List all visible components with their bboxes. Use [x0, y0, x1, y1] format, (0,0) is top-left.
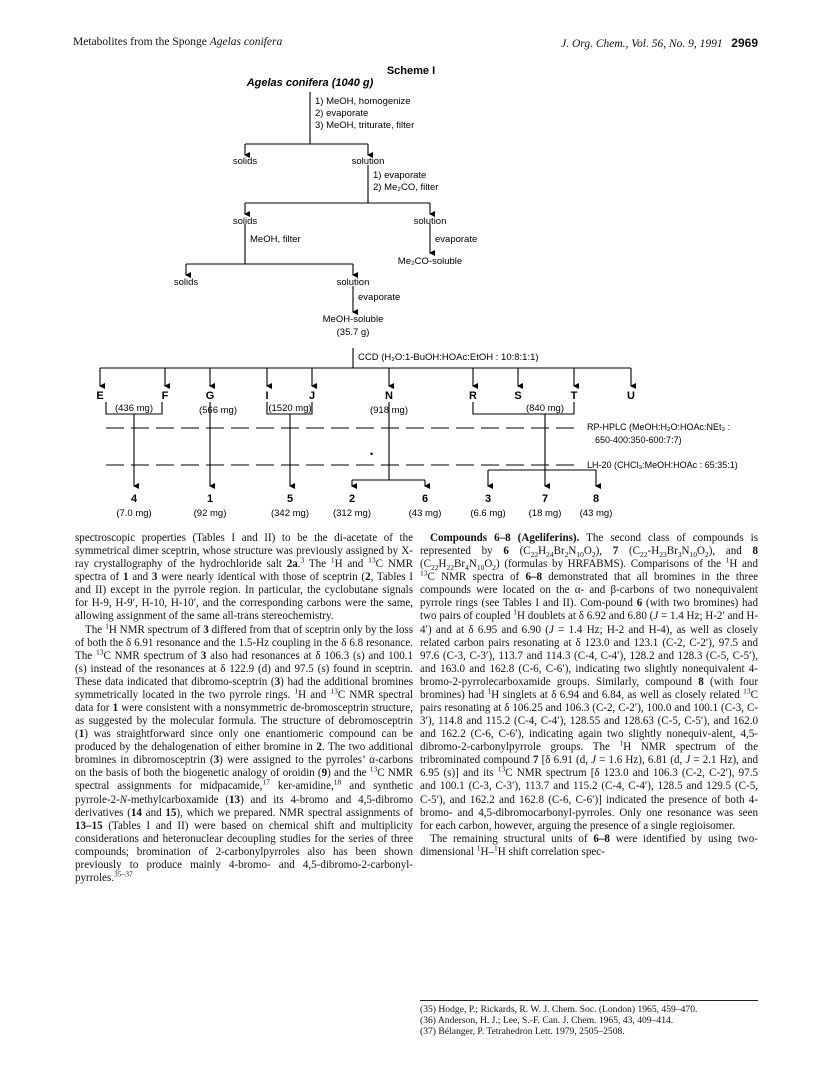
scheme-label: solution: [351, 156, 385, 167]
scheme-label: 2) evaporate: [315, 108, 369, 119]
scheme-label: (6.6 mg): [470, 508, 506, 519]
scheme-label: (43 mg): [579, 508, 613, 519]
scheme-label: RP-HPLC (MeOH:H₂O:HOAc:NEt₃ :: [587, 422, 731, 432]
footnote-36: (36) Anderson, H. J.; Lee, S.-F. Can. J. Chem. 1965, 43, 409–414.: [420, 1015, 674, 1026]
scheme-label: solution: [413, 216, 447, 227]
page-number: 2969: [731, 36, 758, 50]
scheme-label: N: [385, 390, 393, 402]
scheme-label: 5: [286, 493, 294, 505]
scheme-label: 4: [130, 493, 138, 505]
scheme-label: 7: [541, 493, 549, 505]
scheme-label: (35.7 g): [336, 327, 370, 338]
scheme-label: S: [514, 390, 522, 402]
scheme-label: (436 mg): [114, 403, 154, 414]
body-column-right: [420, 532, 758, 859]
scheme-label: 6: [421, 493, 429, 505]
paragraph: The $^1$H NMR spectrum of 3 differed from that of sceptrin only by the loss of both the δ 6.91 resonance and the 1.5-Hz coupling in the δ 6.8 resonance. The $^{13}$C NMR spectrum of 3 also had resonances at δ 106.3 (s) and 100.1 (s) instead of the resonances at δ 122.9 (d) and 97.5 (s) found in sceptrin. These data indicated that dibromo-sceptrin (3) had the additional bromines symmetrically located in the two pyrrole rings. $^1$H and $^{13}$C NMR spectral data for 1 were consistent with a nonsymmetric de-bromosceptrin structure, as suggested by the molecular formula. The structure of debromosceptrin (1) was straightforward since only one enantiomeric compound can be produced by the dehalogenation of either bromine in 2. The two additional bromines in dibromosceptrin (3) were assigned to the pyrroles’ α-carbons on the basis of both the biogenetic analogy of oroidin (9) and the $^{13}$C NMR spectral assignments for midpacamide,$^{17}$ ker-amidine,$^{18}$ and synthetic pyrrole-2-N-methylcarboxamide (13) and its 4-bromo and 4,5-dibromo derivatives (14 and 15), which we prepared. NMR spectral assignments of 13–15 (Tables I and II) were based on chemical shift and multiplicity considerations and heteronuclear decoupling studies for the series of three compounds; bromination of 2-carbonylpyrroles also has been shown previously to produce mainly 4-bromo- and 4,5-dibromo-2-carbonyl-pyrroles.$^{35-37}$: [75, 620, 414, 885]
paragraph: The remaining structural units of 6–8 were identified by using two-dimensional $^1$H–$^1$H shift correlation spec-: [420, 832, 758, 858]
footnote-rule: [420, 1000, 758, 1001]
scheme-label: 1) MeOH, homogenize: [315, 96, 411, 107]
running-header-right: J. Org. Chem., Vol. 56, No. 9, 1991 2969: [561, 36, 758, 50]
scheme-label: LH-20 (CHCl₃:MeOH:HOAc : 65:35:1): [587, 460, 738, 470]
scheme-label: 1: [206, 493, 214, 505]
scheme-label: 3) MeOH, triturate, filter: [315, 120, 415, 131]
scheme-label: (918 mg): [369, 405, 409, 416]
scheme-label: solids: [232, 216, 258, 227]
scheme-label: J: [308, 390, 316, 402]
scheme-label: F: [161, 390, 169, 402]
scheme-label: 2: [348, 493, 356, 505]
scheme-title: Scheme I: [386, 65, 436, 77]
scheme-source: Agelas conifera (1040 g): [246, 77, 374, 89]
scheme-label: MeOH-soluble: [322, 314, 384, 325]
scheme-label: (43 mg): [408, 508, 442, 519]
scheme-label: I: [265, 390, 269, 402]
scheme-label: (1520 mg): [268, 403, 312, 414]
scheme-label: 650-400:350-600:7:7): [595, 435, 682, 445]
footnote-35: (35) Hodge, P.; Rickards, R. W. J. Chem. Soc. (London) 1965, 459–470.: [420, 1004, 698, 1015]
scheme-label: evaporate: [435, 234, 478, 245]
scheme-label: 2) Me₂CO, filter: [373, 182, 439, 193]
scheme-label: evaporate: [358, 292, 401, 303]
footnote-37: (37) Bélanger, P. Tetrahedron Lett. 1979, 2505–2508.: [420, 1026, 625, 1037]
scheme-label: (92 mg): [193, 508, 227, 519]
scheme-label: R: [469, 390, 477, 402]
scheme-label: (342 mg): [270, 508, 310, 519]
scheme-label: CCD (H₂O:1-BuOH:HOAc:EtOH : 10:8:1:1): [358, 352, 539, 363]
scheme-label: E: [96, 390, 104, 402]
scheme-label: (840 mg): [525, 403, 565, 414]
scheme-label: MeOH, filter: [250, 234, 301, 245]
scheme-label: solution: [336, 277, 370, 288]
running-header-left: Metabolites from the Sponge Agelas conifera: [73, 36, 283, 48]
scheme-label: (7.0 mg): [116, 508, 152, 519]
scheme-label: G: [205, 390, 215, 402]
paragraph: Compounds 6–8 (Ageliferins). The second class of compounds is represented by 6 $(C_{22}H_{24}Br_2N_{10}O_2)$, 7 $(C_{22}-H_{23}Br_3N_{10}O_2)$, and 8 $(C_{22}H_{22}Br_4N_{10}O_2)$ (formulas by HRFABMS). Comparisons of the $^1$H and $^{13}$C NMR spectra of 6–8 demonstrated that all bromines in the three compounds were located on the α- and β-carbons of two nonequivalent pyrrole rings (see Tables I and II). Com-pound 6 (with two bromines) had two pairs of coupled $^1$H doublets at δ 6.92 and 6.80 (J = 1.4 Hz; H-2′ and H-4′) and at δ 6.95 and 6.90 (J = 1.4 Hz; H-2 and H-4), as well as closely related carbon pairs resonating at δ 123.0 and 123.1 (C-2, C-2′), 97.5 and 97.6 (C-3, C-3′), 113.7 and 114.3 (C-4, C-4′), 128.2 and 128.3 (C-5, C-5′), and 163.0 and 162.8 (C-6, C-6′), indicating two slightly nonequivalent 4-bromo-2-pyrrolecarboxamide groups. Similarly, compound 8 (with four bromines) had $^1$H singlets at δ 6.94 and 6.84, as well as closely related $^{13}$C pairs resonating at δ 106.25 and 106.3 (C-2, C-2′), 100.0 and 100.1 (C-3, C-3′), 114.8 and 115.2 (C-4, C-4′), 128.55 and 128.63 (C-5, C-5′), and 162.0 and 162.2 (C-6, C-6′), indicating again two slightly nonequiv-alent, 4,5-dibromo-2-carbonylpyrrole groups. The $^1$H NMR spectrum of the tribrominated compound 7 [δ 6.91 (d, J = 1.6 Hz), 6.81 (d, J = 2.1 Hz), and 6.95 (s)] and its $^{13}$C NMR spectrum [δ 123.0 and 106.3 (C-2, C-2′), 97.5 and 100.1 (C-3, C-3′), 113.7 and 115.2 (C-4, C-4′), 128.5 and 129.5 (C-5, C-5′), and 162.2 and 162.8 (C-6, C-6′)] indicated the presence of both 4-bromo- and 4,5-dibromocarbonyl-pyrroles. Only one resonance was seen for each carbon, however, arguing the presence of a single regioisomer.: [420, 532, 759, 832]
scheme-label: •: [370, 449, 374, 459]
scheme-label: solids: [173, 277, 199, 288]
scheme-label: (566 mg): [198, 405, 238, 416]
scheme-label: U: [627, 390, 635, 402]
isolation-scheme-diagram: [0, 62, 821, 532]
scheme-label: (18 mg): [528, 508, 562, 519]
body-column-left: [75, 532, 413, 885]
scheme-label: 1) evaporate: [373, 170, 427, 181]
scheme-label: 3: [484, 493, 492, 505]
scheme-label: (312 mg): [332, 508, 372, 519]
scheme-label: 8: [592, 493, 600, 505]
paragraph: spectroscopic properties (Tables I and II) to be the di-acetate of the symmetrical dimer sceptrin, whose structure was previously assigned by X-ray crystallography of the hydrochloride salt 2a.$^3$ The $^1$H and $^{13}$C NMR spectra of 1 and 3 were nearly identical with those of sceptrin (2, Tables I and II) except in the pyrrole region. In particular, the cyclobutane signals for H-9, H-9′, H-10, H-10′, and the corresponding carbons were the same, allowing assignment of the same all-trans stereochemistry.: [75, 532, 413, 623]
footnotes: [420, 1000, 758, 1037]
scheme-label: Me₂CO-soluble: [397, 256, 463, 267]
scheme-label: T: [570, 390, 578, 402]
scheme-label: solids: [232, 156, 258, 167]
